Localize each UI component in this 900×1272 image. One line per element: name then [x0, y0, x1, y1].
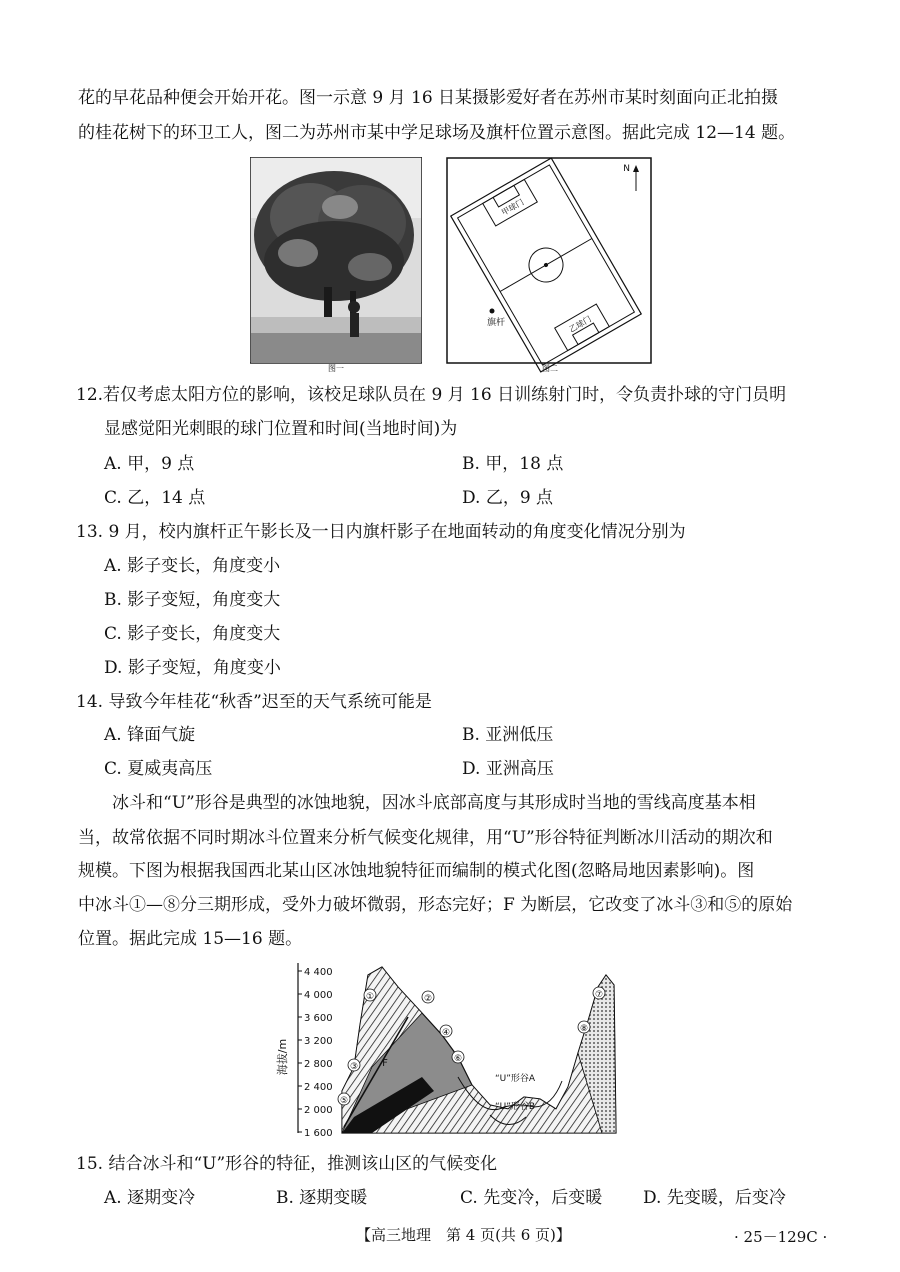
q13-stem: 13. 9 月，校内旗杆正午影长及一日内旗杆影子在地面转动的角度变化情况分别为 [76, 522, 686, 542]
q12-option-d: D. 乙，9 点 [462, 488, 554, 508]
tick-3600: 3 600 [304, 1013, 333, 1024]
cirque-5: ⑤ [339, 1096, 349, 1106]
valley-b-label: “U”形谷B [494, 1102, 536, 1112]
intro-line-2: 的桂花树下的环卫工人，图二为苏州市某中学足球场及旗杆位置示意图。据此完成 12—14 题。 [78, 123, 796, 143]
flagpole-label: 旗杆 [486, 318, 506, 328]
intro-line-1: 花的早花品种便会开始开花。图一示意 9 月 16 日某摄影爱好者在苏州市某时刻面向正北拍摄 [78, 88, 779, 108]
glacial-profile-svg [272, 957, 624, 1143]
cirque-8: ⑧ [579, 1024, 589, 1034]
figure-1 [250, 157, 422, 373]
figure-2 [446, 157, 656, 373]
tick-2000: 2 000 [304, 1105, 333, 1116]
q12-option-c: C. 乙，14 点 [104, 488, 206, 508]
q12-option-a: A. 甲，9 点 [104, 454, 195, 474]
tick-1600: 1 600 [304, 1128, 333, 1139]
osmanthus-tree-photo [250, 157, 422, 373]
q12-option-b: B. 甲，18 点 [462, 454, 564, 474]
q15-stem: 15. 结合冰斗和“U”形谷的特征，推测该山区的气候变化 [76, 1154, 498, 1174]
q14-option-c: C. 夏威夷高压 [104, 759, 213, 779]
q12-stem-line-1: 12.若仅考虑太阳方位的影响，该校足球队员在 9 月 16 日训练射门时，令负责扑球的守门员明 [76, 385, 787, 405]
passage2-line-5: 位置。据此完成 15—16 题。 [78, 929, 303, 949]
page-footer: 【高三地理 第 4 页(共 6 页)】 [356, 1226, 571, 1244]
tick-4400: 4 400 [304, 967, 333, 978]
figure-1-caption: 图一 [328, 364, 344, 373]
q14-option-d: D. 亚洲高压 [462, 759, 554, 779]
q13-option-a: A. 影子变长，角度变小 [104, 556, 281, 576]
cirque-3: ③ [349, 1062, 359, 1072]
q15-option-b: B. 逐期变暖 [276, 1188, 368, 1208]
q13-option-c: C. 影子变长，角度变大 [104, 624, 281, 644]
q13-option-d: D. 影子变短，角度变小 [104, 658, 281, 678]
goal-a-label: 甲球门 [500, 197, 526, 218]
y-ticks [298, 967, 333, 1139]
cirque-2: ② [423, 994, 433, 1004]
y-axis-label: 海拔/m [276, 1038, 289, 1076]
q14-option-b: B. 亚洲低压 [462, 725, 554, 745]
passage2-line-1: 冰斗和“U”形谷是典型的冰蚀地貌，因冰斗底部高度与其形成时当地的雪线高度基本相 [112, 793, 756, 813]
q15-option-a: A. 逐期变冷 [104, 1188, 196, 1208]
flagpole-marker-icon [490, 309, 495, 314]
cirque-4: ④ [441, 1028, 451, 1038]
q14-stem: 14. 导致今年桂花“秋香”迟至的天气系统可能是 [76, 692, 432, 712]
tick-2400: 2 400 [304, 1082, 333, 1093]
q14-option-a: A. 锋面气旋 [104, 725, 196, 745]
figure-2-caption: 图二 [542, 364, 558, 373]
glacial-landform-diagram [272, 957, 624, 1143]
football-field-map [446, 157, 656, 373]
q15-option-d: D. 先变暖，后变冷 [643, 1188, 786, 1208]
terrain-cross-section [339, 967, 616, 1133]
q13-option-b: B. 影子变短，角度变大 [104, 590, 281, 610]
q12-stem-line-2: 显感觉阳光刺眼的球门位置和时间(当地时间)为 [104, 419, 458, 439]
goal-b-label: 乙球门 [567, 314, 593, 335]
passage2-line-2: 当，故常依据不同时期冰斗位置来分析气候变化规律，用“U”形谷特征判断冰川活动的期次和 [78, 828, 773, 848]
q15-option-c: C. 先变冷，后变暖 [460, 1188, 603, 1208]
passage2-line-4: 中冰斗①—⑧分三期形成，受外力破坏微弱，形态完好；F 为断层，它改变了冰斗③和⑤的原始 [78, 895, 793, 915]
fault-label: F [382, 1058, 388, 1069]
cirque-7: ⑦ [594, 990, 604, 1000]
north-label: N [623, 164, 630, 174]
valley-a-label: “U”形谷A [494, 1074, 536, 1084]
tick-2800: 2 800 [304, 1059, 333, 1070]
passage2-line-3: 规模。下图为根据我国西北某山区冰蚀地貌特征而编制的模式化图(忽略局地因素影响)。图 [78, 861, 755, 881]
cirque-6: ⑥ [453, 1054, 463, 1064]
page-code: · 25－129C · [734, 1228, 828, 1246]
tick-3200: 3 200 [304, 1036, 333, 1047]
cirque-1: ① [365, 992, 375, 1002]
tick-4000: 4 000 [304, 990, 333, 1001]
